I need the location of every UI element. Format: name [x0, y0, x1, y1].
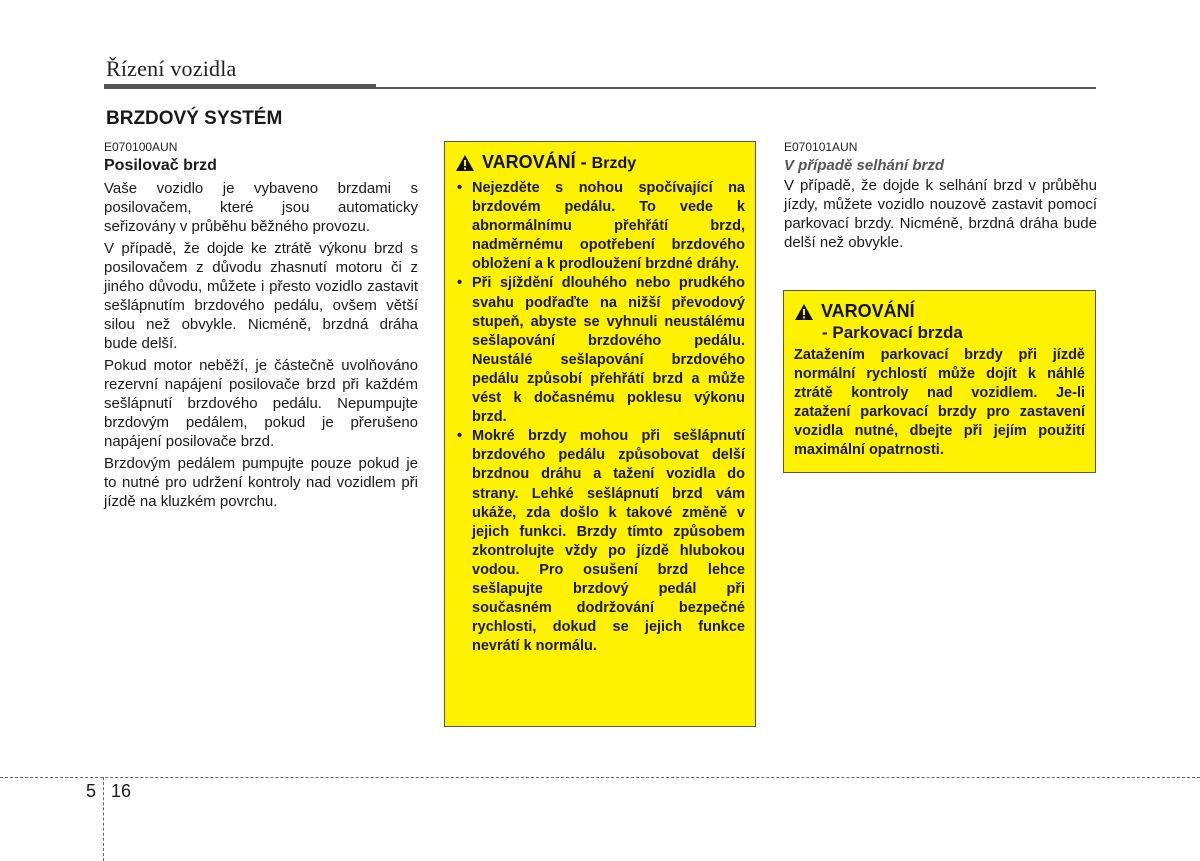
right-column [784, 140, 1097, 255]
warning-title-main: VAROVÁNÍ [821, 301, 915, 321]
warning-item-text: Mokré brzdy mohou při sešlápnutí brzdového pedálu způsobovat delší brzdnou dráhu a tažení vozidla do strany. Lehké sešlápnutí brzd vám ukáže, zda došlo k takové změně v jejich funkci. Brzdy tímto způsobem zkontrolujte vždy po jízdě hlubokou vodou. Pro osušení brzd lehce sešlapujte brzdový pedál při současném dodržování bezpečné rychlosti, dokud se jejich funkce nevrátí k normálu. [472, 428, 745, 655]
page-number: 16 [111, 781, 132, 801]
left-column [104, 140, 418, 514]
paragraph: Vaše vozidlo je vybaveno brzdami s posilovačem, které jsou automaticky seřizovány v průběhu běžného provozu. [104, 180, 418, 235]
warning-item-text: Nejezděte s nohou spočívající na brzdovém pedálu. To vede k abnormálnímu přehřátí brzd, nadměrnému opotřebení brzdového obložení a k prodloužení brzdné dráhy. [472, 180, 745, 273]
chapter-title: Řízení vozidla [106, 56, 237, 81]
subheading-brake-failure: V případě selhání brzd [784, 157, 945, 174]
warning-item [455, 274, 745, 427]
warning-body: Zatažením parkovací brzdy při jízdě normální rychlostí může dojít k náhlé ztrátě kontroly nad vozidlem. Je-li zatažení parkovací brzdy pro zastavení vozidla nutné, dbejte při jejím použití maximální opatrnosti. [794, 347, 1085, 459]
header-rule-thin [376, 87, 1096, 89]
warning-list [455, 179, 745, 656]
warning-box-parking-brake [783, 290, 1096, 473]
footer-vertical-divider [103, 777, 104, 861]
header-rule-thick [104, 84, 376, 89]
warning-box-brakes [444, 141, 756, 727]
warning-item [455, 179, 745, 274]
warning-title-sub: Brzdy [591, 155, 637, 172]
bullet: • [457, 275, 463, 292]
paragraph: V případě, že dojde ke ztrátě výkonu brzd s posilovačem z důvodu zhasnutí motoru či z jiného důvodu, můžete i přesto vozidlo zastavit sešlápnutím brzdového pedálu, ovšem větší silou než obvykle. Nicméně, brzdná dráha bude delší. [104, 240, 418, 352]
warning-title [794, 301, 1085, 322]
section-code: E070101AUN [784, 140, 858, 154]
warning-title [455, 152, 745, 173]
warning-triangle-icon [455, 154, 475, 172]
warning-title-main: VAROVÁNÍ - [482, 152, 592, 172]
warning-title-sub: - Parkovací brzda [822, 323, 963, 342]
subheading-brake-booster: Posilovač brzd [104, 157, 217, 174]
bullet: • [457, 428, 463, 445]
warning-triangle-icon [794, 303, 814, 321]
bullet: • [457, 180, 463, 196]
section-heading: BRZDOVÝ SYSTÉM [106, 108, 283, 129]
paragraph: Pokud motor neběží, je částečně uvolňováno rezervní napájení posilovače brzd při každém sešlápnutí brzdového pedálu. Nepumpujte brzdovým pedálem, pokud je přerušeno napájení posilovače brzd. [104, 357, 418, 450]
paragraph: V případě, že dojde k selhání brzd v průběhu jízdy, můžete vozidlo nouzově zastavit pomocí parkovací brzdy. Nicméně, brzdná dráha bude delší než obvykle. [784, 177, 1097, 251]
warning-item-text: Při sjíždění dlouhého nebo prudkého svahu podřaďte na nižší převodový stupeň, abyste se vyhnuli neustálému sešlapování brzdového pedálu. Neustálé sešlapování brzdového pedálu způsobí přehřátí brzd a může vést k dočasnému poklesu výkonu brzd. [472, 275, 745, 426]
paragraph: Brzdovým pedálem pumpujte pouze pokud je to nutné pro udržení kontroly nad vozidlem při jízdě na kluzkém povrchu. [104, 455, 418, 510]
warning-item [455, 427, 745, 656]
footer-divider [0, 777, 1200, 778]
chapter-number: 5 [86, 781, 97, 801]
section-code: E070100AUN [104, 140, 178, 154]
